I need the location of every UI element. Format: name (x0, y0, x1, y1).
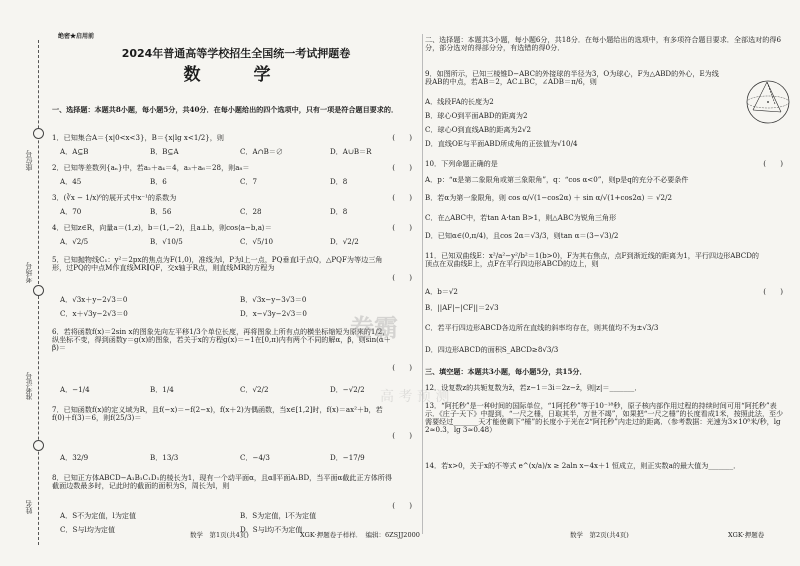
question-2: 2．已知等差数列{aₙ}中，若a₂＋a₄＝4，a₃＋a₆＝28，则a₈＝ (52, 163, 250, 172)
question-11: 11．已知双曲线E：x²/a²−y²/b²＝1(b>0)，F为其右焦点，点F到渐近线的距离为1，平行四边形ABCD的顶点在双曲线E上，点F在平行四边形ABCD的边上，则 (425, 251, 759, 269)
option: B．S为定值，l不为定值 (240, 511, 317, 520)
answer-paren: ( ) (392, 273, 412, 282)
question-9-option-c: C．球心O到直线AB的距离为2√2 (425, 125, 532, 134)
question-9-option-d: D．直线OE与平面ABD所成角的正弦值为√10/4 (425, 139, 578, 148)
answer-paren: ( ) (392, 163, 412, 172)
question-4: 4．已知z∈R，向量a＝(1,z)，b＝(1,−2)，且a⊥b，则cos⟨a−b,a⟩＝ (52, 223, 272, 232)
option: D．8 (330, 177, 348, 186)
section-2-heading: 二、选择题：本题共3小题，每小题6分，共18分．在每小题给出的选项中，有多项符合题目要求．全部选对的得6分，部分选对的得部分分，有选错的得0分． (425, 35, 781, 53)
room-label: 考场号 (25, 262, 33, 283)
option: B．√3x−y−3√3＝0 (240, 295, 307, 304)
option: B．√10/5 (150, 237, 183, 246)
answer-paren: ( ) (392, 363, 412, 372)
question-11-option-b: B．||AF|−|CF||＝2√3 (425, 303, 499, 312)
option: B．6 (150, 177, 167, 186)
option: A．A⊆B (60, 147, 89, 156)
question-3-options (60, 208, 420, 216)
secret-mark: 绝密★启用前 (58, 33, 95, 40)
seat-label: 座位号 (25, 150, 33, 171)
option: C．7 (240, 177, 258, 186)
question-7: 7．已知函数f(x)的定义域为R，且f(−x)＝−f(2−x)，f(x＋2)为偶函数，当x∈[1,2]时，f(x)＝ax²＋b，若f(0)＋f(3)＝6，则f(25/3)＝ (52, 405, 383, 423)
question-10-option-c: C．在△ABC中，若tan A·tan B>1，则△ABC为锐角三角形 (425, 213, 617, 222)
option: A．32/9 (60, 453, 89, 462)
footer-middle: XGK·押题卷子样样． 编辑：6ZSJJ2000 (300, 531, 420, 539)
option: A．−1/4 (60, 385, 90, 394)
question-8-options-row-1 (60, 512, 420, 520)
option: C．−4/3 (240, 453, 270, 462)
question-7-options (60, 454, 420, 462)
option: D．A∪B＝R (330, 147, 372, 156)
question-9-option-b: B．球心O到平面ABD的距离为2 (425, 111, 528, 120)
binding-margin (0, 0, 48, 566)
question-3: 3．(∛x − 1/x)⁶的展开式中x⁻¹的系数为 (52, 193, 177, 202)
option: B．B⊆A (150, 147, 179, 156)
option: A．70 (60, 207, 82, 216)
question-11-option-d: D．四边形ABCD的面积S_ABCD≥8√3/3 (425, 345, 559, 354)
binding-hole-icon (33, 285, 44, 296)
question-2-options (60, 178, 420, 186)
watermark-logo: 卷霸 (350, 314, 398, 342)
question-1: 1．已知集合A＝{x|0<x<3}，B＝{x|lg x<1/2}，则 (52, 133, 224, 142)
answer-paren: ( ) (392, 501, 412, 510)
question-14: 14．若x>0，关于x的不等式 e^(x/a)/x ≥ 2aln x−4x＋1 恒成立，则正实数a的最大值为_______． (425, 461, 741, 470)
answer-paren: ( ) (763, 159, 783, 168)
column-divider (422, 34, 423, 534)
option: C．√5/10 (240, 237, 273, 246)
exam-number-label: 准考证号 (25, 372, 33, 400)
option: A．45 (60, 177, 82, 186)
question-5: 5．已知抛物线C₁：y²＝2px的焦点为F(1,0)，准线为l，P为l上一点，PQ垂直l于点Q，△PQF为等边三角形，过PQ的中点M作直线MR∥QF，交x轴于R点，则直线MR的方程为 (52, 255, 383, 273)
name-label: 姓名 (25, 500, 33, 514)
option: A．S不为定值，l为定值 (60, 511, 137, 520)
question-13: 13．“阿托秒”是一种时间的国际单位，“1阿托秒”等于10⁻¹⁸秒，原子核内部作用过程的持续时间可用“阿托秒”表示．《庄子·天下》中提到，“一尺之棰，日取其半，万世不竭”，如果把“一尺之棰”的长度看成1米，按照此法，至少需要经过_______天才能使剩下“棰”的长度小于光在2“阿托秒”内走过的距离．（参考数据：光速为3×10⁸米/秒，lg 2≈0.3，lg 3≈0.48） (425, 401, 784, 435)
page-2-column (425, 34, 791, 534)
question-11-option-c: C．若平行四边形ABCD各边所在直线的斜率均存在，则其值均不为±√3/3 (425, 323, 659, 332)
option: B．13/3 (150, 453, 179, 462)
question-4-options (60, 238, 420, 246)
question-9: 9．如图所示，已知三棱锥D−ABC的外接球的半径为3，O为球心，F为△ABD的外心，E为线段AB的中点，若AB＝2，AC⊥BC，∠ADB＝π/6，则 (425, 69, 719, 87)
answer-paren: ( ) (763, 287, 783, 296)
binding-hole-icon (33, 128, 44, 139)
section-1-heading: 一、选择题：本题共8小题，每小题5分，共40分．在每小题给出的四个选项中，只有一项是符合题目要求的． (52, 105, 399, 114)
subject-title: 数 学 (183, 65, 289, 85)
question-9-option-a: A．线段FA的长度为2 (425, 97, 494, 106)
question-10: 10．下列命题正确的是 (425, 159, 498, 168)
section-3-heading: 三、填空题：本题共3小题，每小题5分，共15分． (425, 367, 587, 376)
footer-right: XGK·押题卷 (728, 531, 765, 539)
answer-paren: ( ) (392, 223, 412, 232)
question-10-option-d: D．已知α∈(0,π/4)，且cos 2α＝√3/3，则tan α＝(3−√3)/2 (425, 231, 619, 240)
question-6-options (60, 386, 420, 394)
option: C．A∩B＝∅ (240, 147, 283, 156)
binding-hole-icon (33, 440, 44, 451)
exam-title: 2024年普通高等学校招生全国统一考试押题卷 (121, 47, 351, 60)
page-1-footer: 数学 第1页(共4页) (190, 531, 249, 539)
option: C．x＋√3y−2√3＝0 (60, 309, 128, 318)
question-11-option-a: A．b＝√2 (425, 287, 458, 296)
page-2-footer: 数学 第2页(共4页) (570, 531, 629, 539)
option: C．S与l均为定值 (60, 525, 116, 534)
question-6: 6．若将函数f(x)＝2sin x的图象先向左平移1/3个单位长度，再将图象上所有点的横坐标缩短为原来的1/2，纵坐标不变，得到函数y＝g(x)的图象，若关于x的方程g(x)＝−1在[0,π)内有两个不同的解α，β，则sin(α＋β)＝ (52, 327, 391, 353)
answer-paren: ( ) (392, 133, 412, 142)
option: D．x−√3y−2√3＝0 (240, 309, 307, 318)
question-5-options-row-1 (60, 296, 420, 304)
option: B．56 (150, 207, 172, 216)
option: D．−√2/2 (330, 385, 365, 394)
option: D．S与l均不为定值 (240, 525, 303, 534)
watermark-text: 高 考 预 测 (380, 389, 450, 405)
option: D．√2/2 (330, 237, 359, 246)
option: C．√2/2 (240, 385, 269, 394)
option: B．1/4 (150, 385, 174, 394)
question-1-options (60, 148, 420, 156)
option: A．√2/5 (60, 237, 89, 246)
page-1-column (52, 34, 420, 534)
option: C．28 (240, 207, 262, 216)
option: D．8 (330, 207, 348, 216)
option: D．−17/9 (330, 453, 365, 462)
answer-paren: ( ) (392, 193, 412, 202)
question-12: 12．设复数z的共轭复数为z̄，若z−1＝3i＝2z−z̄，则|z|＝_______． (425, 383, 642, 392)
answer-paren: ( ) (392, 431, 412, 440)
question-10-option-b: B．若α为第一象限角，则 cos α/√(1−cos2α) ＋ sin α/√(1+cos2α) ＝ √2/2 (425, 193, 672, 202)
question-10-option-a: A．p：“α是第二象限角或第三象限角”，q：“cos α<0”，则p是q的充分不必要条件 (425, 175, 689, 184)
option: A．√3x＋y−2√3＝0 (60, 295, 128, 304)
question-8: 8．已知正方体ABCD−A₁B₁C₁D₁的棱长为1，现有一个动平面α，且α∥平面A₁BD，当平面α截此正方体所得截面边数最多时，记此时的截面的面积为S，周长为l，则 (52, 473, 392, 491)
